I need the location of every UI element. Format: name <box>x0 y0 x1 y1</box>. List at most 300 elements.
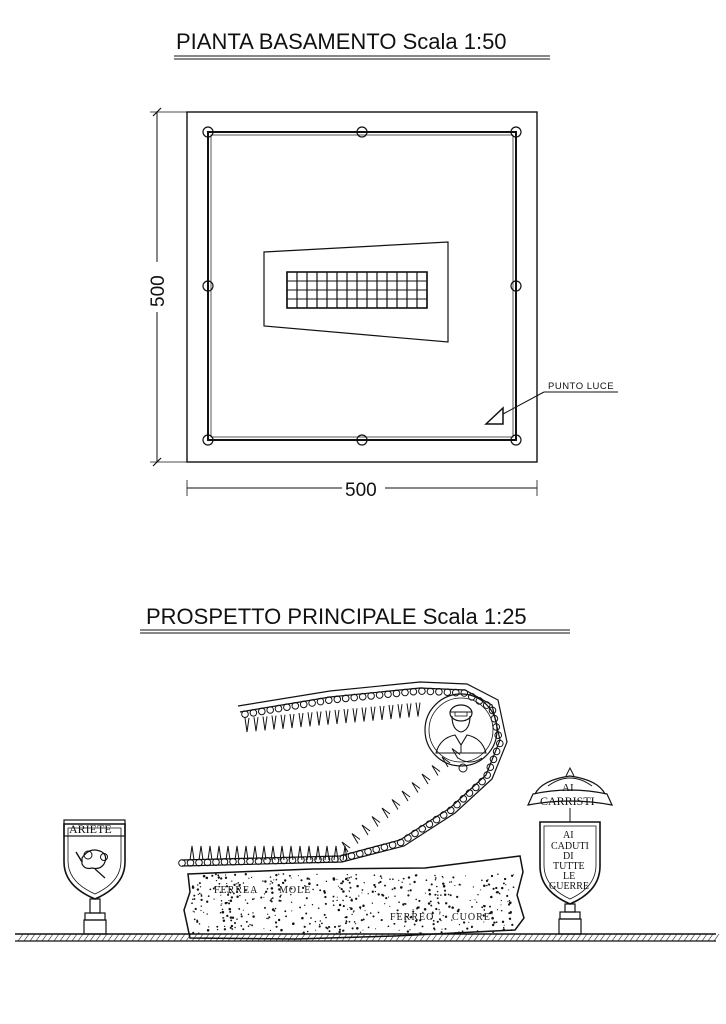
ground-hatch <box>684 934 689 941</box>
stone-texture-dot <box>220 905 221 906</box>
stone-texture-dot <box>358 895 359 896</box>
ground-hatch <box>492 934 497 941</box>
ground-hatch <box>498 934 503 941</box>
stone-texture-dot <box>241 915 243 917</box>
stone-texture-dot <box>333 877 336 880</box>
stone-texture-dot <box>503 928 505 930</box>
ariete-post-cap <box>85 913 105 920</box>
stone-texture-dot <box>218 876 220 878</box>
stone-texture-dot <box>248 914 249 915</box>
stone-texture-dot <box>208 895 210 897</box>
stone-texture-dot <box>214 899 215 900</box>
ground-hatch <box>48 934 53 941</box>
light-point-label: PUNTO LUCE <box>548 381 615 392</box>
stone-texture-dot <box>271 887 274 890</box>
chain-link <box>357 850 364 857</box>
ground-hatch <box>120 934 125 941</box>
track-tooth <box>372 817 380 827</box>
stone-texture-dot <box>268 916 270 918</box>
stone-texture-dot <box>433 927 435 929</box>
stone-texture-dot <box>285 915 287 917</box>
stone-texture-dot <box>284 910 286 912</box>
stone-texture-dot <box>197 888 199 890</box>
stone-texture-dot <box>492 913 493 914</box>
stone-texture-dot <box>483 885 486 888</box>
stone-texture-dot <box>501 887 503 889</box>
stone-inscription-1: FERREA <box>214 885 259 896</box>
stone-texture-dot <box>355 933 356 934</box>
stone-texture-dot <box>351 914 352 915</box>
stone-texture-dot <box>208 926 209 927</box>
stone-texture-dot <box>496 891 498 893</box>
stone-texture-dot <box>229 911 231 913</box>
chain-link <box>317 698 324 705</box>
stone-texture-dot <box>488 931 489 932</box>
stone-texture-dot <box>262 880 263 881</box>
track-tooth <box>190 846 194 860</box>
ground-hatch <box>168 934 173 941</box>
stone-texture-dot <box>291 877 292 878</box>
stone-inscription-2: MOLE <box>279 885 312 896</box>
bollard-posts <box>203 127 521 445</box>
stone-texture-dot <box>474 899 475 900</box>
stone-texture-dot <box>200 886 201 887</box>
ground-hatch <box>264 934 269 941</box>
track-tooth <box>362 825 370 835</box>
stone-texture-dot <box>225 874 226 875</box>
stone-texture-dot <box>298 875 299 876</box>
track-tooth <box>299 713 303 727</box>
stone-texture-dot <box>347 879 349 881</box>
stone-texture-dot <box>312 904 313 905</box>
stone-texture-dot <box>409 889 411 891</box>
stone-texture-dot <box>240 925 242 927</box>
stone-texture-dot <box>260 897 262 899</box>
stone-texture-dot <box>203 912 204 913</box>
crown-top-ornament <box>566 768 574 776</box>
ground-hatch <box>108 934 113 941</box>
shield-line-5: LE <box>563 871 576 882</box>
stone-texture-dot <box>242 928 244 930</box>
chain-link <box>250 710 257 717</box>
stone-texture-dot <box>366 914 368 916</box>
stone-texture-dot <box>289 875 291 877</box>
stone-texture-dot <box>217 874 219 876</box>
ground-hatch <box>384 934 389 941</box>
stone-texture-dot <box>267 888 269 890</box>
stone-texture-dot <box>354 921 356 923</box>
chain-link <box>368 693 375 700</box>
stone-outline <box>184 856 524 939</box>
stone-texture-dot <box>422 925 424 927</box>
track-tooth <box>263 716 267 730</box>
stone-texture-dot <box>392 878 394 880</box>
stone-texture-dot <box>309 878 311 880</box>
stone-texture-dot <box>504 925 505 926</box>
ground-hatch <box>678 934 683 941</box>
stone-texture-dot <box>499 893 501 895</box>
ground-hatch <box>222 934 227 941</box>
stone-texture-dot <box>445 928 447 930</box>
ground-hatch <box>258 934 263 941</box>
carristi-post-cap <box>560 912 580 919</box>
elevation-title: PROSPETTO PRINCIPALE Scala 1:25 <box>146 604 527 629</box>
stone-texture-dot <box>353 910 354 911</box>
stone-texture-dot <box>509 918 511 920</box>
chain-link <box>461 690 468 697</box>
stone-texture-dot <box>496 921 498 923</box>
stone-texture-dot <box>486 885 487 886</box>
stone-texture-dot <box>267 914 268 915</box>
soldier-face <box>452 716 470 732</box>
stone-texture-dot <box>350 907 353 910</box>
stone-texture-dot <box>434 894 436 896</box>
stone-texture-dot <box>511 924 513 926</box>
stone-texture-dot <box>402 882 403 883</box>
stone-texture-dot <box>271 900 273 902</box>
stone-texture-dot <box>341 888 343 890</box>
stone-texture-dot <box>501 900 502 901</box>
stone-texture-dot <box>393 923 395 925</box>
stone-texture-dot <box>388 925 390 927</box>
stone-texture-dot <box>470 900 471 901</box>
ground-hatch <box>84 934 89 941</box>
stone-texture-dot <box>430 900 432 902</box>
stone-texture-dot <box>275 921 277 923</box>
shield-line-6: GUERRE <box>549 881 589 892</box>
stone-texture-dot <box>428 902 431 905</box>
stone-texture-dot <box>268 918 269 919</box>
stone-texture-dot <box>455 932 457 934</box>
stone-texture-dot <box>217 929 218 930</box>
stone-texture-dot <box>303 931 305 933</box>
chain-link <box>373 846 380 853</box>
track-path <box>182 688 500 860</box>
stone-texture-dot <box>326 881 327 882</box>
chain-link <box>309 700 316 707</box>
stone-texture-dot <box>230 899 233 902</box>
stone-texture-dot <box>333 896 335 898</box>
track-tooth <box>398 704 402 718</box>
track-tooth <box>353 708 357 722</box>
stone-texture-dot <box>278 873 279 874</box>
stone-texture-dot <box>342 930 344 932</box>
stone-texture-dot <box>320 920 321 921</box>
stone-texture-dot <box>318 907 320 909</box>
ground-hatch <box>54 934 59 941</box>
ground-hatch <box>534 934 539 941</box>
stone-texture-dot <box>513 874 514 875</box>
ground-hatch <box>468 934 473 941</box>
stone-texture-dot <box>292 922 295 925</box>
stone-texture-dot <box>372 891 374 893</box>
stone-texture-dot <box>425 893 426 894</box>
stone-texture-dot <box>501 910 503 912</box>
stone-texture-dot <box>483 909 485 911</box>
stone-texture-dot <box>513 886 515 888</box>
chain-link <box>264 858 271 865</box>
stone-texture-dot <box>231 928 233 930</box>
tank-track-grid <box>287 272 427 308</box>
stone-texture-dot <box>338 931 340 933</box>
stone-texture-dot <box>319 924 320 925</box>
stone-texture-dot <box>443 915 444 916</box>
chain-link <box>444 689 451 696</box>
stone-texture-dot <box>332 900 334 902</box>
ariete-label: ARIETE <box>69 822 112 836</box>
stone-texture-dot <box>380 875 382 877</box>
stone-texture-dot <box>418 900 420 902</box>
ground-hatch <box>714 934 719 941</box>
stone-texture-dot <box>424 908 427 911</box>
carristi-banner-top: AI <box>562 782 574 794</box>
stone-texture-dot <box>389 906 390 907</box>
stone-texture-dot <box>362 904 365 907</box>
stone-inscription-4: CUORE <box>452 912 491 923</box>
ground-hatch <box>576 934 581 941</box>
chain-link <box>365 848 372 855</box>
stone-texture-dot <box>434 875 436 877</box>
stone-texture-dot <box>192 932 194 934</box>
track-tooth <box>416 703 420 717</box>
stone-texture-dot <box>326 927 328 929</box>
stone-texture-dot <box>402 903 404 905</box>
stone-texture-dot <box>495 887 497 889</box>
carristi-sign <box>528 768 612 934</box>
stone-texture-dot <box>329 927 330 928</box>
stone-texture-dot <box>492 931 494 933</box>
stone-texture-dot <box>266 918 267 919</box>
ground-hatch <box>246 934 251 941</box>
chain-link <box>221 859 228 866</box>
ground-hatch <box>480 934 485 941</box>
stone-texture-dot <box>229 908 232 911</box>
stone-texture-dot <box>334 926 336 928</box>
ground-hatch <box>300 934 305 941</box>
stone-texture-dot <box>364 882 365 883</box>
chain-link <box>436 689 443 696</box>
stone-texture-dot <box>408 890 409 891</box>
stone-texture-dot <box>448 905 450 907</box>
ground-hatch <box>444 934 449 941</box>
ground-hatch <box>312 934 317 941</box>
track-tooth <box>281 715 285 729</box>
chain-link <box>376 692 383 699</box>
stone-texture-dot <box>359 906 361 908</box>
stone-texture-dot <box>342 900 344 902</box>
stone-texture-dot <box>442 876 443 877</box>
stone-texture-dot <box>378 893 380 895</box>
light-point-symbol <box>486 408 503 424</box>
stone-texture-dot <box>435 908 437 910</box>
track-tooth <box>325 846 329 860</box>
ground-hatch <box>600 934 605 941</box>
ground-hatch <box>648 934 653 941</box>
stone-texture-dot <box>435 877 437 879</box>
stone-texture-dot <box>419 932 420 933</box>
stone-texture-dot <box>222 911 225 914</box>
stone-texture-dot <box>473 886 474 887</box>
stone-texture-dot <box>372 903 373 904</box>
stone-texture-dot <box>508 889 509 890</box>
stone-texture-dot <box>254 898 255 899</box>
stone-texture-dot <box>445 916 447 918</box>
ground-hatch <box>582 934 587 941</box>
stone-texture-dot <box>510 913 511 914</box>
chain-link <box>334 696 341 703</box>
ariete-post <box>90 899 100 913</box>
tank-crew-medallion <box>425 694 497 772</box>
stone-texture-dot <box>441 929 442 930</box>
ariete-post-base <box>84 920 106 934</box>
stone-texture-dot <box>360 908 361 909</box>
stone-texture-dot <box>382 894 384 896</box>
stone-texture-dot <box>193 911 194 912</box>
ground-hatch <box>114 934 119 941</box>
stone-texture-dot <box>342 880 344 882</box>
stone-texture-dot <box>194 919 196 921</box>
stone-texture-dot <box>223 917 224 918</box>
stone-texture-dot <box>325 903 327 905</box>
ram-head-icon <box>76 850 108 878</box>
ground-hatch <box>288 934 293 941</box>
stone-texture-dot <box>199 893 201 895</box>
ground-hatch <box>306 934 311 941</box>
stone-texture-dot <box>503 882 505 884</box>
stone-texture-dot <box>206 901 208 903</box>
stone-texture-dot <box>196 921 198 923</box>
ground-hatch <box>522 934 527 941</box>
stone-texture-dot <box>201 894 202 895</box>
stone-texture-dot <box>356 927 359 930</box>
stone-texture-dot <box>407 894 409 896</box>
stone-texture-dot <box>361 892 362 893</box>
stone-texture-dot <box>437 902 439 904</box>
stone-texture-dot <box>440 894 442 896</box>
chain-link <box>342 695 349 702</box>
ground-hatch <box>516 934 521 941</box>
stone-texture-dot <box>456 896 458 898</box>
ground-hatch <box>372 934 377 941</box>
ground-hatch <box>630 934 635 941</box>
stone-texture-dot <box>404 926 405 927</box>
stone-texture-dot <box>430 905 432 907</box>
stone-texture-dot <box>340 925 341 926</box>
ground-hatch <box>666 934 671 941</box>
stone-texture-dot <box>243 882 245 884</box>
chain-link <box>300 701 307 708</box>
stone-texture-dot <box>301 917 304 920</box>
stone-texture-dot <box>216 926 218 928</box>
stone-texture-dot <box>350 887 352 889</box>
chain-link <box>419 688 426 695</box>
chain-link <box>179 860 186 867</box>
stone-texture-dot <box>282 882 284 884</box>
stone-texture-dot <box>325 917 327 919</box>
stone-texture-dot <box>409 929 410 930</box>
stone-texture-dot <box>363 930 364 931</box>
stone-texture-dot <box>192 898 194 900</box>
stone-texture-dot <box>336 900 337 901</box>
ground-hatch <box>138 934 143 941</box>
stone-texture-dot <box>191 902 193 904</box>
stone-texture-dot <box>225 877 227 879</box>
ground-hatch <box>624 934 629 941</box>
track-sculpture <box>179 682 507 866</box>
stone-texture-dot <box>437 921 439 923</box>
stone-texture-dot <box>509 900 510 901</box>
chain-link <box>213 859 220 866</box>
stone-texture-dot <box>273 879 274 880</box>
stone-texture-dot <box>500 904 501 905</box>
stone-texture-dot <box>355 874 357 876</box>
ariete-sign <box>64 820 125 934</box>
stone-texture-dot <box>272 908 275 911</box>
ground-hatch <box>504 934 509 941</box>
stone-texture-dot <box>389 878 391 880</box>
chain-link <box>242 711 249 718</box>
stone-texture-dot <box>444 890 446 892</box>
track-tooth <box>254 717 258 731</box>
stone-texture-dot <box>319 925 321 927</box>
stone-texture-dot <box>465 875 466 876</box>
stone-texture-dot <box>304 926 306 928</box>
soldier-helmet <box>450 705 472 721</box>
stone-texture-dot <box>361 919 363 921</box>
ground-hatch <box>438 934 443 941</box>
stone-texture-dot <box>197 884 198 885</box>
stone-texture-dot <box>435 879 437 881</box>
ground-hatch <box>690 934 695 941</box>
stone-texture-dot <box>194 911 195 912</box>
stone-texture-dot <box>247 902 249 904</box>
carristi-post <box>565 904 575 912</box>
stone-texture-dot <box>349 897 351 899</box>
track-tooth <box>335 710 339 724</box>
stone-texture-dot <box>445 902 447 904</box>
stone-texture-dot <box>238 908 240 910</box>
stone-texture-dot <box>324 914 326 916</box>
track-tooth <box>412 783 420 793</box>
stone-texture-dot <box>458 931 459 932</box>
stone-texture-dot <box>271 898 272 899</box>
stone-texture-dot <box>362 889 364 891</box>
stone-texture-dot <box>226 915 228 917</box>
stone-texture-dot <box>352 927 354 929</box>
stone-texture-dot <box>274 911 275 912</box>
stone-texture-dot <box>445 933 446 934</box>
ground-hatch <box>228 934 233 941</box>
ground-hatch <box>612 934 617 941</box>
ground-hatch <box>462 934 467 941</box>
stone-texture-dot <box>504 878 506 880</box>
stone-texture-dot <box>337 897 338 898</box>
ground-hatch <box>594 934 599 941</box>
stone-texture-dot <box>363 918 365 920</box>
track-tooth <box>380 706 384 720</box>
ground-hatch <box>174 934 179 941</box>
stone-texture-dot <box>220 877 222 879</box>
stone-texture-dot <box>276 926 278 928</box>
ground-hatch <box>528 934 533 941</box>
track-tooth <box>432 766 440 776</box>
stone-texture-dot <box>245 899 246 900</box>
stone-texture-dot <box>442 882 444 884</box>
stone-texture-dot <box>343 905 345 907</box>
stone-texture-dot <box>416 908 418 910</box>
stone-texture-dot <box>373 884 375 886</box>
stone-texture-dot <box>305 913 307 915</box>
